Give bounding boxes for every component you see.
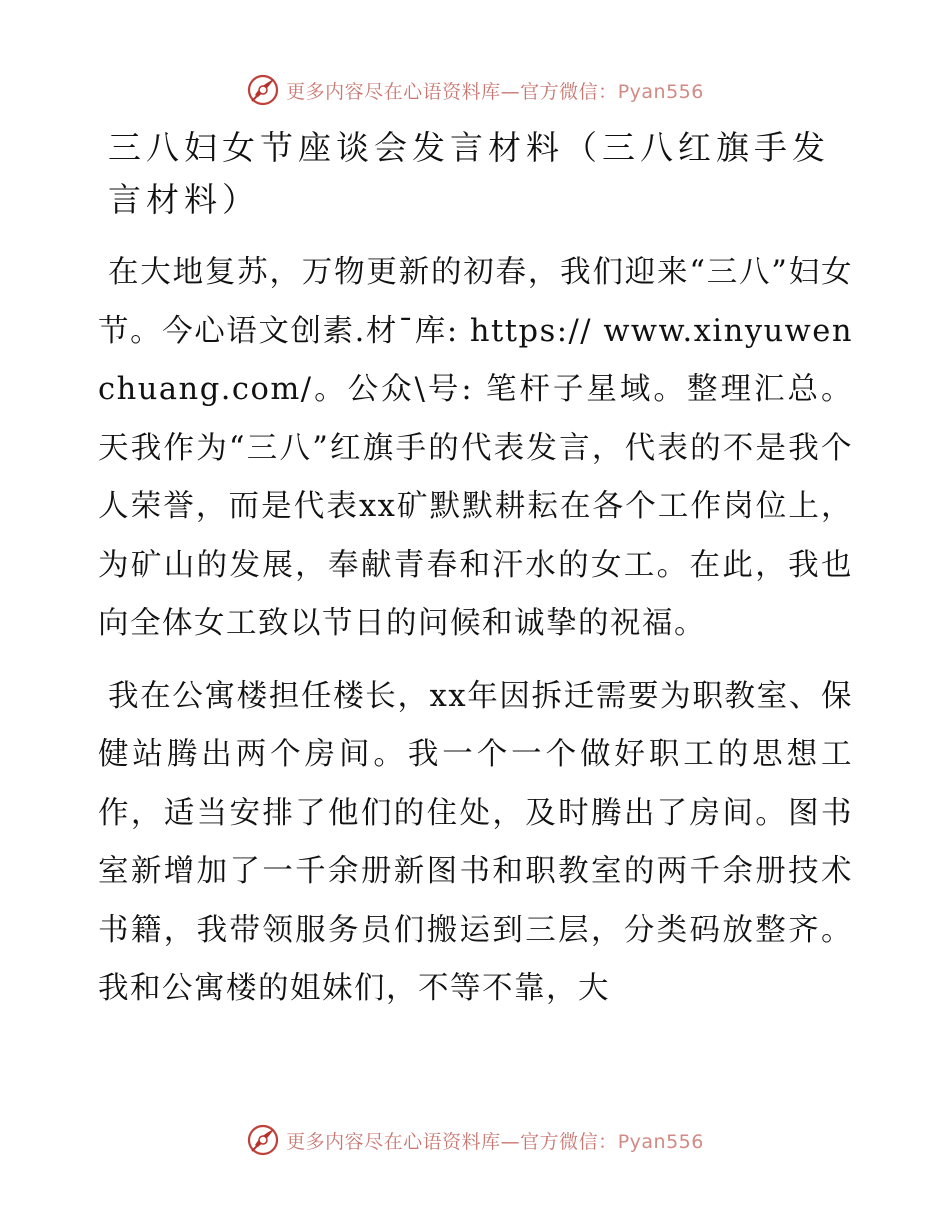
header-separator: —	[500, 80, 521, 103]
header-site-text: 更多内容尽在心语资料库	[286, 80, 501, 103]
paragraph-1: 在大地复苏，万物更新的初春，我们迎来“三八”妇女节。今心语文创素.材¯库: https:// www.xinyuwenchuang.com/。公众\号: 笔杆子星域。整理汇总。天我作为“三八”红旗手的代表发言，代表的不是我个人荣誉，而是代表xx矿默默耕耘在各个工作岗位上，为矿山的发展，奉献青春和汗水的女工。在此，我也向全体女工致以节日的问候和诚挚的祝福。	[98, 255, 853, 641]
header-banner-text	[286, 77, 704, 104]
footer-site-text: 更多内容尽在心语资料库	[286, 1130, 501, 1153]
footer-contact-label: 官方微信：	[520, 1130, 618, 1153]
header-contact-label: 官方微信：	[520, 80, 618, 103]
quill-logo-icon	[246, 73, 280, 107]
quill-logo-icon	[246, 1123, 280, 1157]
footer-contact-id: Pyan556	[617, 1130, 704, 1153]
header-contact-id: Pyan556	[617, 80, 704, 103]
document-body	[98, 122, 853, 1033]
footer-separator: —	[500, 1130, 521, 1153]
document-title: 三八妇女节座谈会发言材料（三八红旗手发言材料）	[108, 128, 830, 219]
footer-banner-text	[286, 1127, 704, 1154]
paragraph-2: 我在公寓楼担任楼长，xx年因拆迁需要为职教室、保健站腾出两个房间。我一个一个做好职工的思想工作，适当安排了他们的住处，及时腾出了房间。图书室新增加了一千余册新图书和职教室的两千余册技术书籍，我带领服务员们搬运到三层，分类码放整齐。我和公寓楼的姐妹们，不等不靠，大	[98, 678, 853, 1006]
header-banner	[0, 70, 950, 110]
footer-banner	[0, 1120, 950, 1160]
